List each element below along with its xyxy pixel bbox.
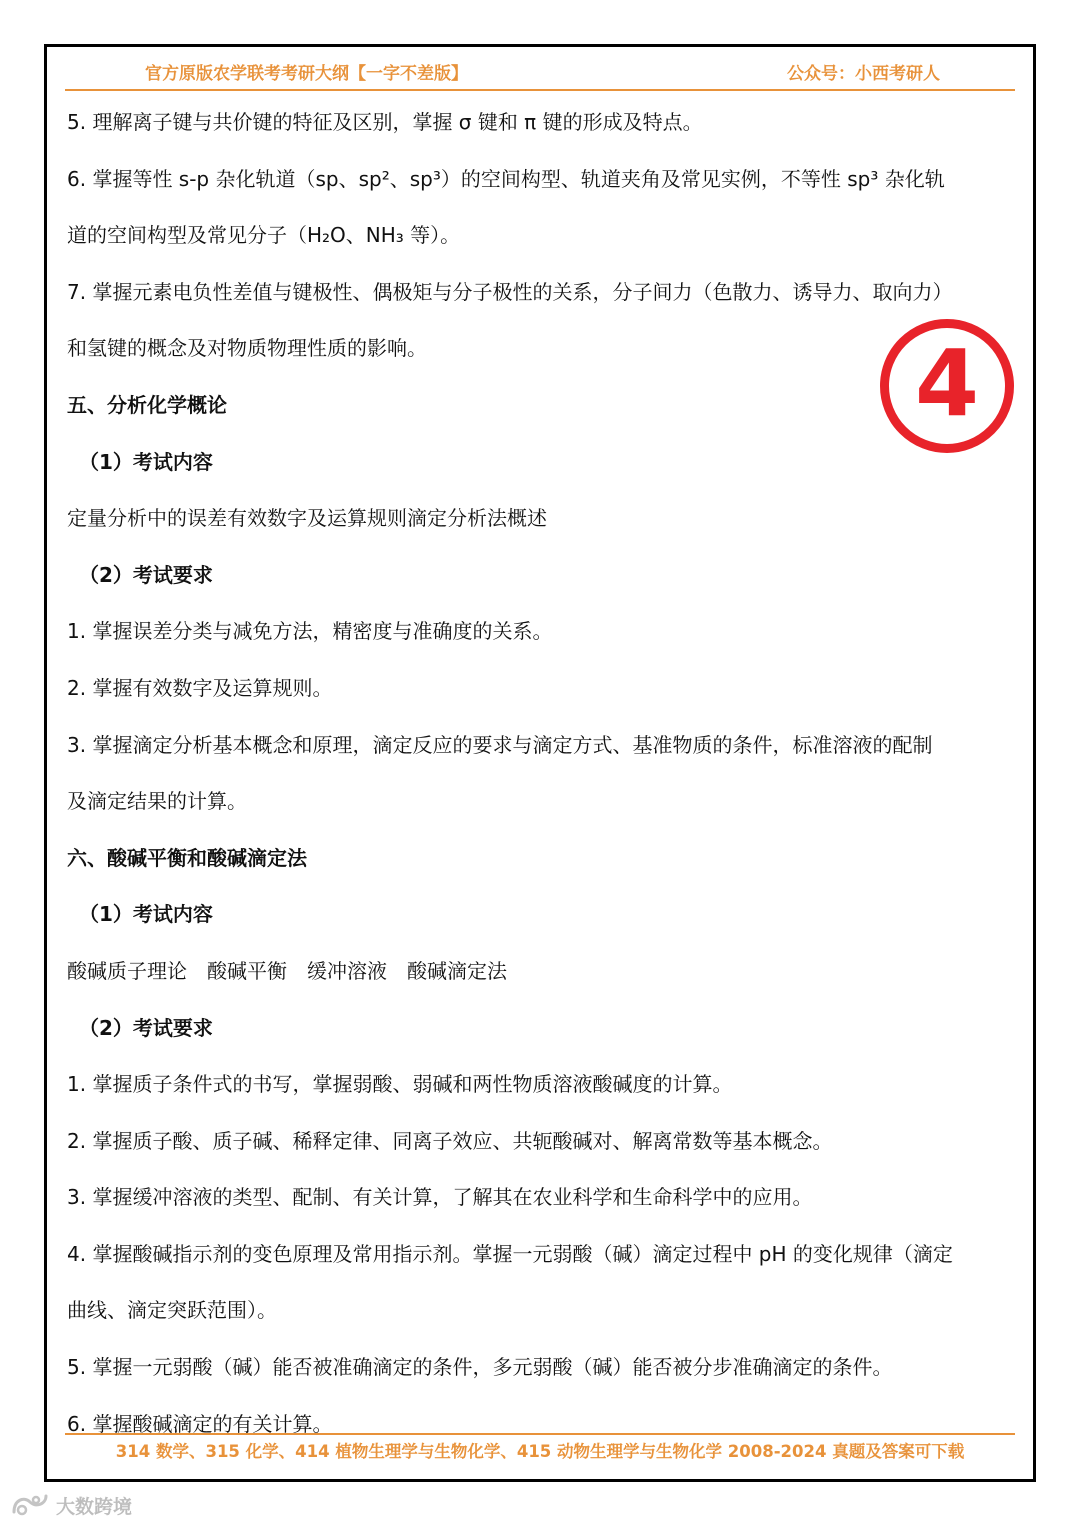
section-heading: 六、酸碱平衡和酸碱滴定法 (67, 845, 307, 870)
stamp-digit: 4 (914, 330, 979, 437)
number-stamp-icon (880, 319, 1014, 453)
body-line: 道的空间构型及常见分子（H₂O、NH₃ 等）。 (67, 223, 461, 248)
page-frame (44, 44, 1036, 1482)
body-line: 5. 掌握一元弱酸（碱）能否被准确滴定的条件，多元弱酸（碱）能否被分步准确滴定的条件。 (67, 1355, 893, 1380)
subsection-heading: （1）考试内容 (79, 449, 213, 474)
body-line: 6. 掌握酸碱滴定的有关计算。 (67, 1411, 333, 1436)
page-header (65, 59, 1015, 91)
body-line: 曲线、滴定突跃范围）。 (67, 1298, 277, 1323)
subsection-heading: （2）考试要求 (79, 1015, 213, 1040)
header-account: 公众号：小西考研人 (787, 64, 940, 84)
body-line: 1. 掌握误差分类与减免方法，精密度与准确度的关系。 (67, 619, 553, 644)
body-line: 7. 掌握元素电负性差值与键极性、偶极矩与分子极性的关系，分子间力（色散力、诱导力、取向力） (67, 279, 953, 304)
body-line: 2. 掌握有效数字及运算规则。 (67, 675, 333, 700)
body-line: 6. 掌握等性 s-p 杂化轨道（sp、sp²、sp³）的空间构型、轨道夹角及常见实例，不等性 sp³ 杂化轨 (67, 166, 945, 191)
watermark-logo-icon (10, 1492, 50, 1518)
subsection-heading: （2）考试要求 (79, 562, 213, 587)
page-footer: 314 数学、315 化学、414 植物生理学与生物化学、415 动物生理学与生物化学 2008-2024 真题及答案可下载 (65, 1433, 1015, 1469)
header-title: 官方原版农学联考考研大纲【一字不差版】 (145, 64, 468, 84)
watermark-text: 大数跨境 (56, 1495, 133, 1518)
body-line: 2. 掌握质子酸、质子碱、稀释定律、同离子效应、共轭酸碱对、解离常数等基本概念。 (67, 1128, 833, 1153)
body-line: 定量分析中的误差有效数字及运算规则滴定分析法概述 (67, 506, 547, 531)
body-line: 酸碱质子理论 酸碱平衡 缓冲溶液 酸碱滴定法 (67, 958, 507, 983)
body-line: 5. 理解离子键与共价键的特征及区别，掌握 σ 键和 π 键的形成及特点。 (67, 110, 703, 134)
body-line: 4. 掌握酸碱指示剂的变色原理及常用指示剂。掌握一元弱酸（碱）滴定过程中 pH 的变化规律（滴定 (67, 1241, 953, 1266)
document-body (67, 94, 1015, 1452)
body-line: 和氢键的概念及对物质物理性质的影响。 (67, 336, 427, 361)
body-line: 3. 掌握滴定分析基本概念和原理，滴定反应的要求与滴定方式、基准物质的条件，标准溶液的配制 (67, 732, 933, 757)
body-line: 3. 掌握缓冲溶液的类型、配制、有关计算，了解其在农业科学和生命科学中的应用。 (67, 1185, 813, 1210)
watermark (10, 1490, 132, 1520)
body-line: 及滴定结果的计算。 (67, 789, 247, 814)
subsection-heading: （1）考试内容 (79, 902, 213, 927)
section-heading: 五、分析化学概论 (67, 392, 227, 417)
body-line: 1. 掌握质子条件式的书写，掌握弱酸、弱碱和两性物质溶液酸碱度的计算。 (67, 1072, 733, 1097)
